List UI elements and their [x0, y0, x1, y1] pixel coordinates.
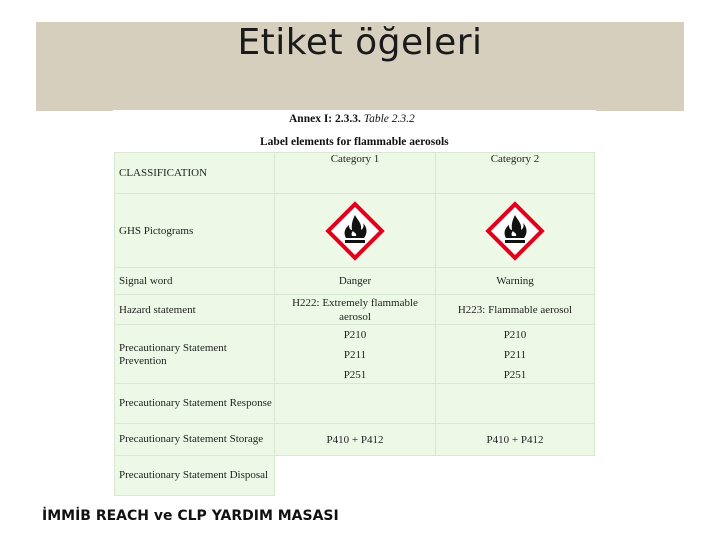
category-1-header: Category 1 — [275, 153, 436, 194]
response-cat1 — [275, 384, 436, 424]
disposal-cat1 — [275, 456, 436, 496]
p-code: P211 — [343, 349, 367, 361]
table-row — [115, 424, 595, 456]
p-code: P251 — [503, 369, 527, 381]
table-row — [115, 325, 595, 386]
table-row — [115, 194, 595, 268]
row-label-prevention: Precautionary Statement Prevention — [115, 325, 275, 386]
slide-title: Etiket öğeleri — [237, 22, 483, 63]
prevention-cat1 — [275, 325, 436, 386]
p-code: P211 — [503, 349, 527, 361]
signal-word-cat1: Danger — [275, 268, 436, 295]
table-row — [115, 295, 595, 325]
row-label-classification: CLASSIFICATION — [115, 153, 275, 194]
pictogram-cell-1 — [275, 194, 436, 268]
table-row — [115, 268, 595, 295]
row-label-signal-word: Signal word — [115, 268, 275, 295]
table-row — [115, 456, 595, 496]
row-label-pictograms: GHS Pictograms — [115, 194, 275, 268]
p-code: P210 — [343, 329, 367, 341]
response-cat2 — [436, 384, 595, 424]
row-label-storage: Precautionary Statement Storage — [115, 424, 275, 456]
table-row — [115, 153, 595, 194]
signal-word-cat2: Warning — [436, 268, 595, 295]
annex-prefix: Annex I: 2.3.3. — [289, 113, 361, 125]
row-label-hazard-statement: Hazard statement — [115, 295, 275, 325]
label-elements-table-continued — [114, 383, 595, 496]
hazard-statement-cat2: H223: Flammable aerosol — [436, 295, 595, 325]
label-elements-table — [114, 152, 595, 386]
table-caption: Label elements for flammable aerosols — [260, 136, 449, 148]
table-row — [115, 384, 595, 424]
flame-pictogram-icon — [484, 200, 546, 262]
annex-reference — [289, 113, 415, 125]
prevention-cat2 — [436, 325, 595, 386]
annex-table-ref: Table 2.3.2 — [363, 113, 415, 125]
category-2-header: Category 2 — [436, 153, 595, 194]
slide-footer: İMMİB REACH ve CLP YARDIM MASASI — [42, 508, 339, 524]
flame-pictogram-icon — [324, 200, 386, 262]
storage-cat2: P410 + P412 — [436, 424, 595, 456]
hazard-statement-cat1: H222: Extremely flammable aerosol — [275, 295, 436, 325]
row-label-response: Precautionary Statement Response — [115, 384, 275, 424]
pictogram-cell-2 — [436, 194, 595, 268]
disposal-cat2 — [436, 456, 595, 496]
row-label-disposal: Precautionary Statement Disposal — [115, 456, 275, 496]
p-code: P210 — [503, 329, 527, 341]
storage-cat1: P410 + P412 — [275, 424, 436, 456]
p-code: P251 — [343, 369, 367, 381]
